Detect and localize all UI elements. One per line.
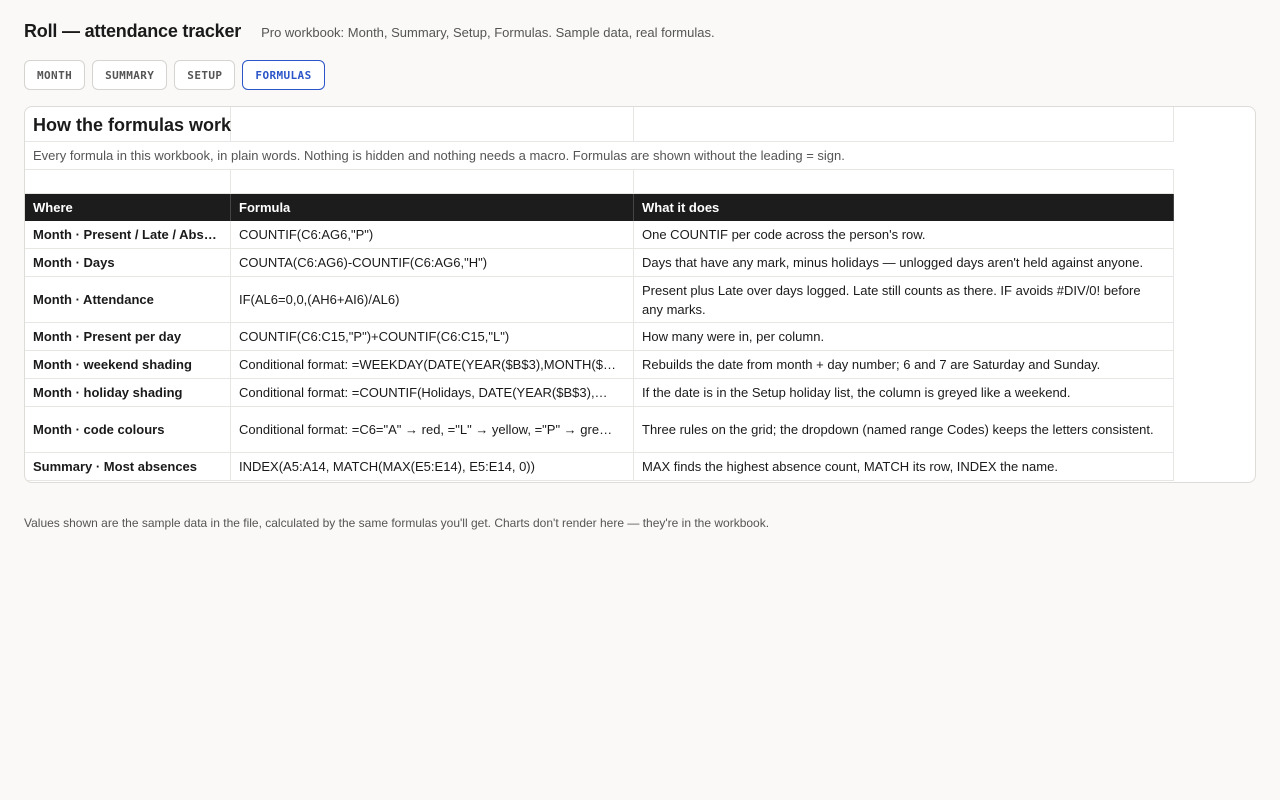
empty-cell [231,170,634,193]
description-cell[interactable]: Rebuilds the date from month + day number; 6 and 7 are Saturday and Sunday. [634,351,1174,378]
tab-summary[interactable]: SUMMARY [92,60,167,90]
table-row [25,453,1174,481]
spacer-row [25,170,1174,194]
empty-cell [231,107,634,141]
sheet-grid [25,107,1174,481]
empty-cell [634,170,1174,193]
table-row [25,407,1174,453]
formula-cell[interactable]: Conditional format: =WEEKDAY(DATE(YEAR($B$3),MONTH($… [231,351,634,378]
formula-cell[interactable]: COUNTA(C6:AG6)-COUNTIF(C6:AG6,"H") [231,249,634,276]
formulas-sheet [24,106,1256,483]
table-row [25,277,1174,323]
formula-cell[interactable]: Conditional format: =C6="A" → red, ="L" → yellow, ="P" → gre… [231,407,634,452]
sheet-description: Every formula in this workbook, in plain words. Nothing is hidden and nothing needs a macro. Formulas are shown without the leading = sign. [33,148,845,163]
footnote: Values shown are the sample data in the file, calculated by the same formulas you'll get. Charts don't render here — they're in the workbook. [24,516,770,530]
app-header [24,21,715,42]
column-header-what-it-does: What it does [634,194,1174,221]
title-row [25,107,1174,142]
formula-cell[interactable]: Conditional format: =COUNTIF(Holidays, DATE(YEAR($B$3),… [231,379,634,406]
sheet-title: How the formulas work [25,107,231,141]
table-row [25,351,1174,379]
table-row [25,221,1174,249]
table-row [25,323,1174,351]
table-row [25,379,1174,407]
table-header-row [25,194,1174,221]
where-cell[interactable]: Month · Present / Late / Abs… [25,221,231,248]
description-row [25,142,1174,170]
tab-setup[interactable]: SETUP [174,60,235,90]
formula-cell[interactable]: COUNTIF(C6:C15,"P")+COUNTIF(C6:C15,"L") [231,323,634,350]
tab-formulas[interactable]: FORMULAS [242,60,324,90]
description-cell[interactable]: One COUNTIF per code across the person's row. [634,221,1174,248]
where-cell[interactable]: Month · weekend shading [25,351,231,378]
where-cell[interactable]: Month · Days [25,249,231,276]
where-cell[interactable]: Summary · Most absences [25,453,231,480]
where-cell[interactable]: Month · code colours [25,407,231,452]
sheet-tabs [24,60,325,90]
table-row [25,249,1174,277]
formula-cell[interactable]: COUNTIF(C6:AG6,"P") [231,221,634,248]
empty-cell [25,170,231,193]
description-cell[interactable]: How many were in, per column. [634,323,1174,350]
empty-cell [634,107,1174,141]
app-title: Roll — attendance tracker [24,21,242,41]
description-cell[interactable]: If the date is in the Setup holiday list, the column is greyed like a weekend. [634,379,1174,406]
description-cell[interactable]: Days that have any mark, minus holidays — unlogged days aren't held against anyone. [634,249,1174,276]
where-cell[interactable]: Month · Present per day [25,323,231,350]
description-cell[interactable]: Present plus Late over days logged. Late still counts as there. IF avoids #DIV/0! before any marks. [634,277,1174,322]
formula-cell[interactable]: INDEX(A5:A14, MATCH(MAX(E5:E14), E5:E14, 0)) [231,453,634,480]
description-cell[interactable]: Three rules on the grid; the dropdown (named range Codes) keeps the letters consistent. [634,407,1174,452]
description-cell[interactable]: MAX finds the highest absence count, MATCH its row, INDEX the name. [634,453,1174,480]
app-subtitle: Pro workbook: Month, Summary, Setup, Formulas. Sample data, real formulas. [261,25,715,40]
where-cell[interactable]: Month · Attendance [25,277,231,322]
tab-month[interactable]: MONTH [24,60,85,90]
column-header-formula: Formula [231,194,634,221]
column-header-where: Where [25,194,231,221]
where-cell[interactable]: Month · holiday shading [25,379,231,406]
formula-cell[interactable]: IF(AL6=0,0,(AH6+AI6)/AL6) [231,277,634,322]
